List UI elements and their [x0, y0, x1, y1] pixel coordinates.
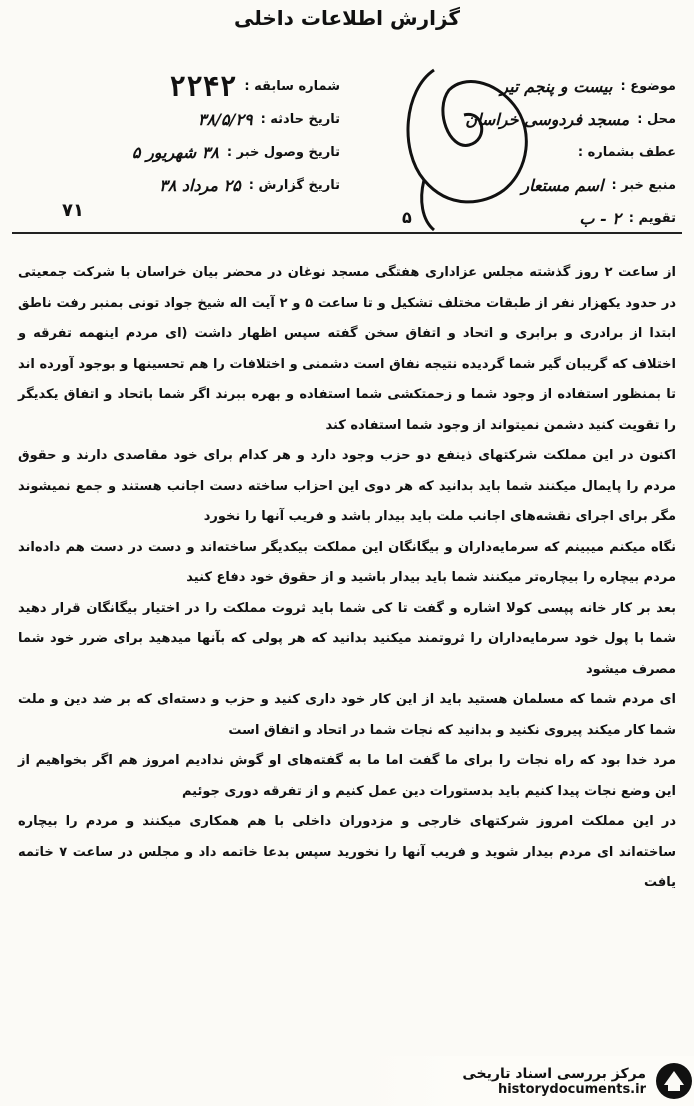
- record-number-label: شماره سابقه :: [244, 79, 340, 94]
- source-row: [376, 169, 676, 202]
- header-metadata-right: [376, 70, 676, 235]
- body-paragraph: اکنون در این مملکت شرکتهای ذینفع دو حزب وجود دارد و هر کدام برای خود مقاصدی دارند و حقوق مردم را پایمال میکنند شما باید بدانید که هر دوی این احزاب ساخته دست اجانب هستند و جمع نمیشوند مگر برای اجرای نقشه‌های اجانب ملت باید بیدار باشد و فریب آنها را نخورد: [18, 448, 676, 524]
- handwritten-mark-mid: ۵: [402, 208, 412, 227]
- evaluation-label: تقویم :: [628, 211, 676, 226]
- record-number-row: [40, 70, 340, 103]
- receipt-date-label: تاریخ وصول خبر :: [226, 145, 340, 160]
- record-number-value: ۲۲۴۲: [168, 70, 237, 103]
- receipt-date-value: ۳۸ شهریور ۵: [131, 143, 219, 162]
- body-paragraph: از ساعت ۲ روز گذشته مجلس عزاداری هفتگی مسجد نوغان در محضر بیان خراسان با شرکت جمعیتی در حدود یکهزار نفر از طبقات مختلف تشکیل و تا ساعت ۵ و ۲ آیت اله شیخ جواد تونی بمنبر رفت ناطق ابتدا از برادری و برابری و اتحاد و اتفاق سخن گفته سپس اظهار داشت (ای مردم اینهمه تفرقه و اختلاف که گریبان گیر شما گردیده نتیجه نفاق است دشمنی و اختلافات را هم تحسینها و بوجود آورده اند تا بمنظور استفاده از وجود شما و زحمتکشی شما استفاده و بهره ببرند اگر شما باتحاد و اتفاق یکدیگر را تقویت کنید دشمن نمیتواند از وجود شما استفاده کند: [18, 265, 677, 433]
- receipt-date-row: [40, 136, 340, 169]
- header-divider: [12, 232, 682, 234]
- handwritten-mark-left: ۷۱: [62, 200, 84, 221]
- body-paragraph: بعد بر کار خانه پپسی کولا اشاره و گفت تا کی شما باید ثروت مملکت را در اختیار بیگانگان قرار دهید شما با پول خود سرمایه‌داران را ثروتمند میکنید بدانید که هر پولی که بآنها میدهید برای ضرر خود شما مصرف میشود: [18, 600, 676, 677]
- report-date-label: تاریخ گزارش :: [248, 178, 340, 193]
- subject-label: موضوع :: [620, 79, 676, 94]
- body-paragraph: ای مردم شما که مسلمان هستید باید از این کار خود داری کنید و حزب و دسته‌ای که بر ضد دین و ملت شما کار میکند پیروی نکنید و بدانید که نجات شما در اتحاد و اتفاق است: [18, 692, 676, 738]
- watermark-text: [462, 1066, 646, 1097]
- location-label: محل :: [637, 112, 676, 127]
- attachment-label: عطف بشماره :: [577, 145, 676, 160]
- body-paragraph: مرد خدا بود که راه نجات را برای ما گفت اما ما به گفته‌های او گوش ندادیم امروز هم اگر بخواهیم از این وضع نجات پیدا کنیم باید بدستورات دین عمل کنیم و از تفرقه دوری جوئیم: [18, 753, 676, 799]
- document-title: گزارش اطلاعات داخلی: [233, 6, 461, 30]
- report-date-value: ۲۵ مرداد ۳۸: [159, 176, 241, 195]
- incident-date-label: تاریخ حادثه :: [260, 112, 340, 127]
- header-metadata-left: [40, 70, 340, 202]
- subject-value: بیست و پنجم تیر: [500, 77, 613, 96]
- evaluation-value: ۲ - ب: [579, 209, 621, 228]
- report-body: [18, 258, 676, 1058]
- body-paragraph: در این مملکت امروز شرکتهای خارجی و مزدوران داخلی با هم همکاری میکنند و مردم را بیچاره ساخته‌اند ای مردم بیدار شوید و فریب آنها را نخورید سپس بدعا خاتمه داد و مجلس در ساعت ۷ خاتمه یافت: [18, 814, 676, 890]
- watermark-website: historydocuments.ir: [497, 1081, 646, 1097]
- source-label: منبع خبر :: [611, 178, 676, 193]
- report-date-row: [40, 169, 340, 202]
- evaluation-row: [376, 202, 676, 235]
- location-value: مسجد فردوسی خراسان: [465, 110, 630, 129]
- watermark-org-name: مرکز بررسی اسناد تاریخی: [462, 1065, 646, 1082]
- source-value: اسم مستعار: [521, 176, 604, 195]
- incident-date-value: ۳۸/۵/۲۹: [197, 110, 253, 129]
- archive-logo-icon: [654, 1061, 694, 1101]
- subject-row: [376, 70, 676, 103]
- watermark: [360, 1056, 694, 1106]
- incident-date-row: [40, 103, 340, 136]
- body-paragraph: نگاه میکنم میبینم که سرمایه‌داران و بیگانگان این مملکت بیکدیگر ساخته‌اند و دست در دست هم داده‌اند مردم بیچاره را بیچاره‌تر میکنند شما باید بیدار باشید و از حقوق خود دفاع کنید: [18, 539, 676, 585]
- attachment-row: [376, 136, 676, 169]
- location-row: [376, 103, 676, 136]
